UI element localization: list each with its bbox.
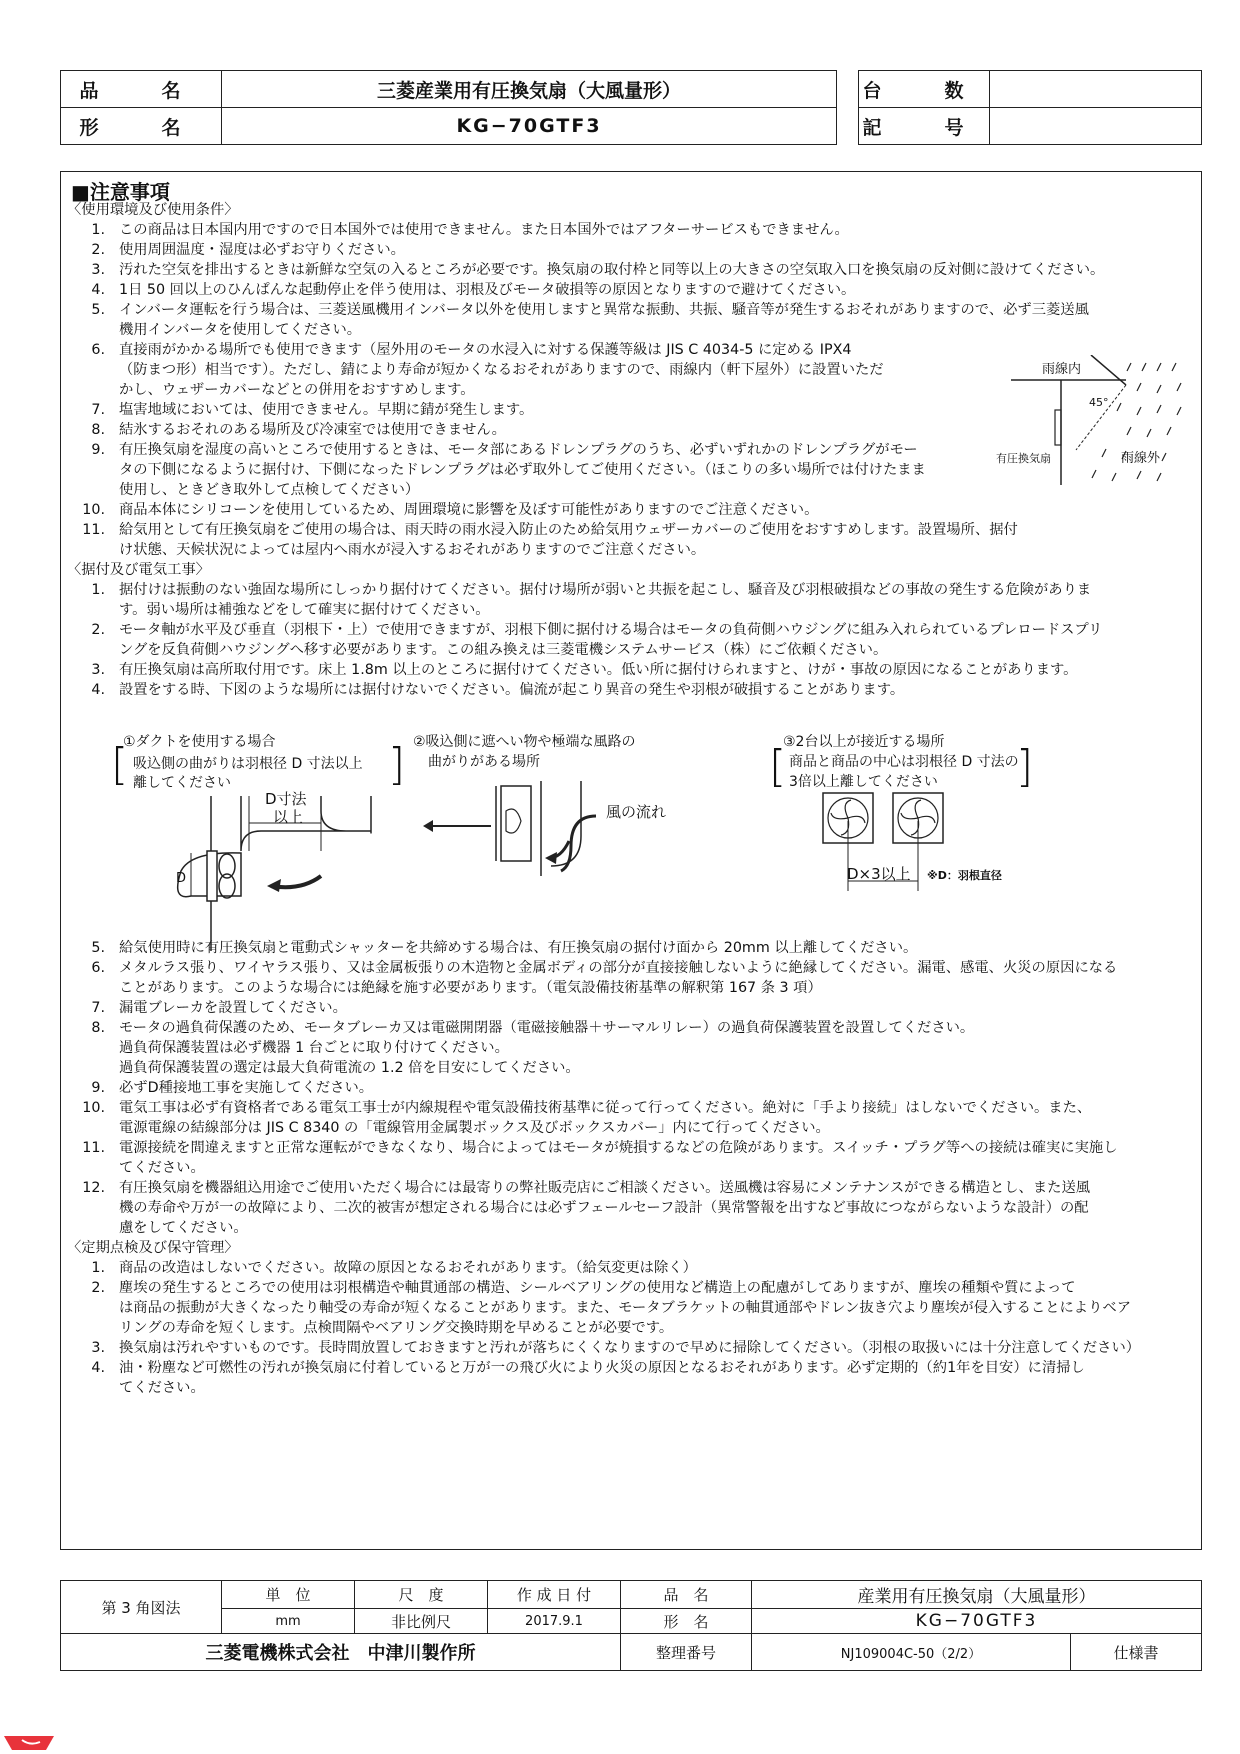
company-name: 三菱電機株式会社 中津川製作所 [61,1634,621,1671]
note-text-line: 設置をする時、下図のような場所には据付けないでください。偏流が起こり異音の発生や羽根が破損することがあります。 [119,682,905,698]
rain-outside-label: 雨線外 [1121,451,1161,466]
note-number: 4. [91,682,105,698]
fig3-dim-label: D×3以上 [847,865,911,883]
footer-model-value: KG−70GTF3 [752,1609,1202,1634]
note-text-line: かし、ウェザーカバーなどとの併用をおすすめします。 [119,382,475,398]
fig3-footnote: ※D：羽根直径 [927,869,1002,882]
note-number: 5. [91,302,105,318]
note-text-line: メタルラス張り、ワイヤラス張り、又は金属板張りの木造物と金属ボディの部分が直接接触しないように絶縁してください。漏電、感電、火災の原因になる [119,960,1118,976]
note-text-line: この商品は日本国内用ですので日本国外では使用できません。また日本国外ではアフターサービスもできません。 [119,222,849,238]
title-block [60,1580,1202,1671]
rain-inside-label: 雨線内 [1042,362,1082,377]
fig1-note-2: 離してください [133,775,231,791]
unit-label: 単 位 [222,1581,355,1609]
note-text-line: 必ずD種接地工事を実施してください。 [119,1080,374,1096]
note-number: 2. [91,1280,105,1296]
notes-title: ■注意事項 [71,180,170,204]
note-number: 10. [82,502,105,518]
quantity-value [990,71,1202,108]
note-text-line: インバータ運転を行う場合は、三菱送風機用インバータ以外を使用しますと異常な振動、共振、騒音等が発生するおそれがありますので、必ず三菱送風 [119,302,1089,318]
note-text-line: 過負荷保護装置の選定は最大負荷電流の 1.2 倍を目安にしてください。 [119,1060,580,1076]
note-number: 2. [91,622,105,638]
doc-number-cell [752,1634,1202,1671]
model-label: 形 名 [61,108,222,145]
scale-label: 尺 度 [355,1581,488,1609]
note-number: 7. [91,402,105,418]
note-text-line: （防まつ形）相当です）。ただし、錆により寿命が短かくなるおそれがありますので、雨線内（軒下屋外）に設置いただ [119,362,884,378]
symbol-label: 記 号 [859,108,990,145]
note-text-line: 換気扇は汚れやすいものです。長時間放置しておきますと汚れが落ちにくくなりますので早めに掃除してください。（羽根の取扱いには十分注意してください） [119,1340,1141,1356]
note-text-line: 直接雨がかかる場所でも使用できます（屋外用のモータの水浸入に対する保護等級は JIS C 4034-5 に定める IPX4 [119,342,852,358]
product-header-table [60,70,837,145]
note-number: 1. [91,582,105,598]
fig1-dim-1: D寸法 [265,790,307,808]
fig3-bracket-left: [ [769,741,787,792]
note-text-line: ングを反負荷側ハウジングへ移す必要があります。この組み換えは三菱電機システムサービス（株）にご依頼ください。 [119,642,888,658]
note-number: 10. [82,1100,105,1116]
note-text-line: 結氷するおそれのある場所及び冷凍室では使用できません。 [119,422,506,438]
note-text-line: 塩害地域においては、使用できません。早期に錆が発生します。 [119,402,534,418]
rain-angle-label: 45° [1089,396,1109,409]
note-text-line: 電気工事は必ず有資格者である電気工事士が内線規程や電気設備技術基準に従って行ってください。絶対に「手より接続」はしないでください。また、 [119,1100,1092,1116]
note-number: 1. [91,1260,105,1276]
section-heading: 〈据付及び電気工事〉 [67,562,210,578]
fig1-d-label: D [176,871,187,886]
note-text-line: てください。 [119,1160,205,1176]
footer-model-label: 形 名 [621,1609,752,1634]
note-text-line: 機の寿命や万が一の故障により、二次的被害が想定される場合には必ずフェールセーフ設計（異常警報を出すなど事故につながらないような設計）の配 [119,1200,1089,1216]
note-text-line: 油・粉塵など可燃性の汚れが換気扇に付着していると万が一の飛び火により火災の原因となるおそれがあります。必ず定期的（約1年を目安）に清掃し [119,1360,1085,1376]
note-number: 6. [91,342,105,358]
fig3-note-1: 商品と商品の中心は羽根径 D 寸法の [789,754,1019,770]
symbol-value [990,108,1202,145]
date-value: 2017.9.1 [488,1609,621,1634]
note-number: 9. [91,1080,105,1096]
note-number: 8. [91,422,105,438]
note-number: 9. [91,442,105,458]
note-text-line: タの下側になるように据付け、下側になったドレンプラグは必ず取外してご使用ください。（ほこりの多い場所では付けたまま [119,462,926,478]
note-text-line: 給気用として有圧換気扇をご使用の場合は、雨天時の雨水浸入防止のため給気用ウェザーカバーのご使用をおすすめします。設置場所、据付 [119,522,1018,538]
note-number: 8. [91,1020,105,1036]
fig1-bracket-left: [ [111,739,129,790]
note-number: 7. [91,1000,105,1016]
note-text-line: 有圧換気扇を湿度の高いところで使用するときは、モータ部にあるドレンプラグのうち、必ずいずれかのドレンプラグがモー [119,442,918,458]
projection-method: 第 3 角図法 [61,1581,222,1634]
note-number: 6. [91,960,105,976]
note-text-line: 電源電線の結線部分は JIS C 8340 の「電線管用金属製ボックス及びボックスカバー」内にて行ってください。 [119,1120,830,1136]
note-text-line: 1日 50 回以上のひんぱんな起動停止を伴う使用は、羽根及びモータ破損等の原因となりますので避けてください。 [119,282,856,298]
note-text-line: は商品の振動が大きくなったり軸受の寿命が短くなることがあります。また、モータブラケットの軸貫通部やドレン抜き穴より塵埃が侵入することによりベア [119,1300,1131,1316]
note-text-line: 慮をしてください。 [119,1220,248,1236]
fig1-bracket-right: ] [388,739,406,790]
note-text-line: 据付けは振動のない強固な場所にしっかり据付けてください。据付け場所が弱いと共振を起こし、騒音及び羽根破損などの事故の発生する危険がありま [119,582,1092,598]
note-text-line: 使用し、ときどき取外して点検してください） [119,482,420,498]
note-text-line: モータ軸が水平及び垂直（羽根下・上）で使用できますが、羽根下側に据付ける場合はモータの負荷側ハウジングに組み入れられているプレロードスプリ [119,622,1103,638]
fig1-note-1: 吸込側の曲がりは羽根径 D 寸法以上 [133,756,363,772]
model-value: KG−70GTF3 [222,108,837,145]
note-number: 1. [91,222,105,238]
quantity-table [858,70,1202,145]
notes-box [60,171,1202,1550]
note-number: 3. [91,662,105,678]
doc-number-value: NJ109004C-50（2/2） [752,1634,1071,1670]
doc-type: 仕様書 [1113,1643,1159,1662]
footer-product-value: 産業用有圧換気扇（大風量形） [752,1581,1202,1609]
note-text-line: す。弱い場所は補強などをして確実に据付けてください。 [119,602,490,618]
note-text-line: てください。 [119,1380,205,1396]
note-number: 4. [91,282,105,298]
product-name-value: 三菱産業用有圧換気扇（大風量形） [222,71,837,108]
fig3-note-2: 3倍以上離してください [789,774,938,790]
note-text-line: 有圧換気扇を機器組込用途でご使用いただく場合には最寄りの弊社販売店にご相談ください。送風機は容易にメンテナンスができる構造とし、また送風 [119,1180,1091,1196]
note-text-line: 機用インバータを使用してください。 [119,322,362,338]
note-text-line: モータの過負荷保護のため、モータブレーカ又は電磁開閉器（電磁接触器＋サーマルリレー）の過負荷保護装置を設置してください。 [119,1020,975,1036]
fig2-flow-label: 風の流れ [606,803,667,821]
doc-number-label: 整理番号 [621,1634,752,1671]
date-label: 作 成 日 付 [488,1581,621,1609]
fig1-title: ①ダクトを使用する場合 [123,734,276,750]
scale-value: 非比例尺 [355,1609,488,1634]
note-text-line: リングの寿命を短くします。点検間隔やベアリング交換時期を早めることが必要です。 [119,1320,674,1336]
fig3-bracket-right: ] [1016,741,1034,792]
rain-line-diagram [1001,355,1201,490]
note-text-line: 使用周囲温度・湿度は必ずお守りください。 [119,242,405,258]
note-text-line: 商品本体にシリコーンを使用しているため、周囲環境に影響を及ぼす可能性がありますのでご注意ください。 [119,502,819,518]
note-text-line: 漏電ブレーカを設置してください。 [119,1000,347,1016]
note-text-line: 汚れた空気を排出するときは新鮮な空気の入るところが必要です。換気扇の取付枠と同等以上の大きさの空気取入口を換気扇の反対側に設けてください。 [119,262,1105,278]
note-number: 2. [91,242,105,258]
note-number: 3. [91,262,105,278]
note-text-line: 給気使用時に有圧換気扇と電動式シャッターを共締めする場合は、有圧換気扇の据付け面から 20mm 以上離してください。 [119,940,918,956]
section-heading: 〈定期点検及び保守管理〉 [67,1240,239,1256]
note-number: 4. [91,1360,105,1376]
note-text-line: け状態、天候状況によっては屋内へ雨水が浸入するおそれがありますのでご注意ください。 [119,542,706,558]
fig2-title-2: 曲がりがある場所 [428,754,540,770]
note-text-line: 商品の改造はしないでください。故障の原因となるおそれがあります。（給気変更は除く） [119,1260,697,1276]
note-number: 11. [82,1140,105,1156]
fig2-title: ②吸込側に遮へい物や極端な風路の [413,734,636,750]
note-text-line: ことがあります。このような場合には絶縁を施す必要があります。（電気設備技術基準の解釈第 167 条 3 項） [119,980,822,996]
note-text-line: 電源接続を間違えますと正常な運転ができなくなり、場合によってはモータが焼損するなどの危険があります。スイッチ・プラグ等への接続は確実に実施し [119,1140,1118,1156]
two-fans-diagram [821,791,1021,911]
note-text-line: 有圧換気扇は高所取付用です。床上 1.8m 以上のところに据付けてください。低い所に据付けられますと、けが・事故の原因になることがあります。 [119,662,1078,678]
fig3-title: ③2台以上が接近する場所 [783,734,945,750]
note-text-line: 過負荷保護装置は必ず機器 1 台ごとに取り付けてください。 [119,1040,509,1056]
note-number: 3. [91,1340,105,1356]
footer-product-label: 品 名 [621,1581,752,1609]
rain-fan-label: 有圧換気扇 [996,452,1051,465]
quantity-label: 台 数 [859,71,990,108]
note-number: 5. [91,940,105,956]
note-number: 12. [82,1180,105,1196]
product-name-label: 品 名 [61,71,222,108]
fig1-dim-2: 以上 [273,808,304,826]
unit-value: mm [222,1609,355,1634]
note-number: 11. [82,522,105,538]
corner-mark [0,1732,60,1754]
obstruction-diagram [421,776,631,896]
section-heading: 〈使用環境及び使用条件〉 [67,202,239,218]
note-text-line: 塵埃の発生するところでの使用は羽根構造や軸貫通部の構造、シールベアリングの使用など構造上の配慮がしてありますが、塵埃の種類や質によって [119,1280,1076,1296]
